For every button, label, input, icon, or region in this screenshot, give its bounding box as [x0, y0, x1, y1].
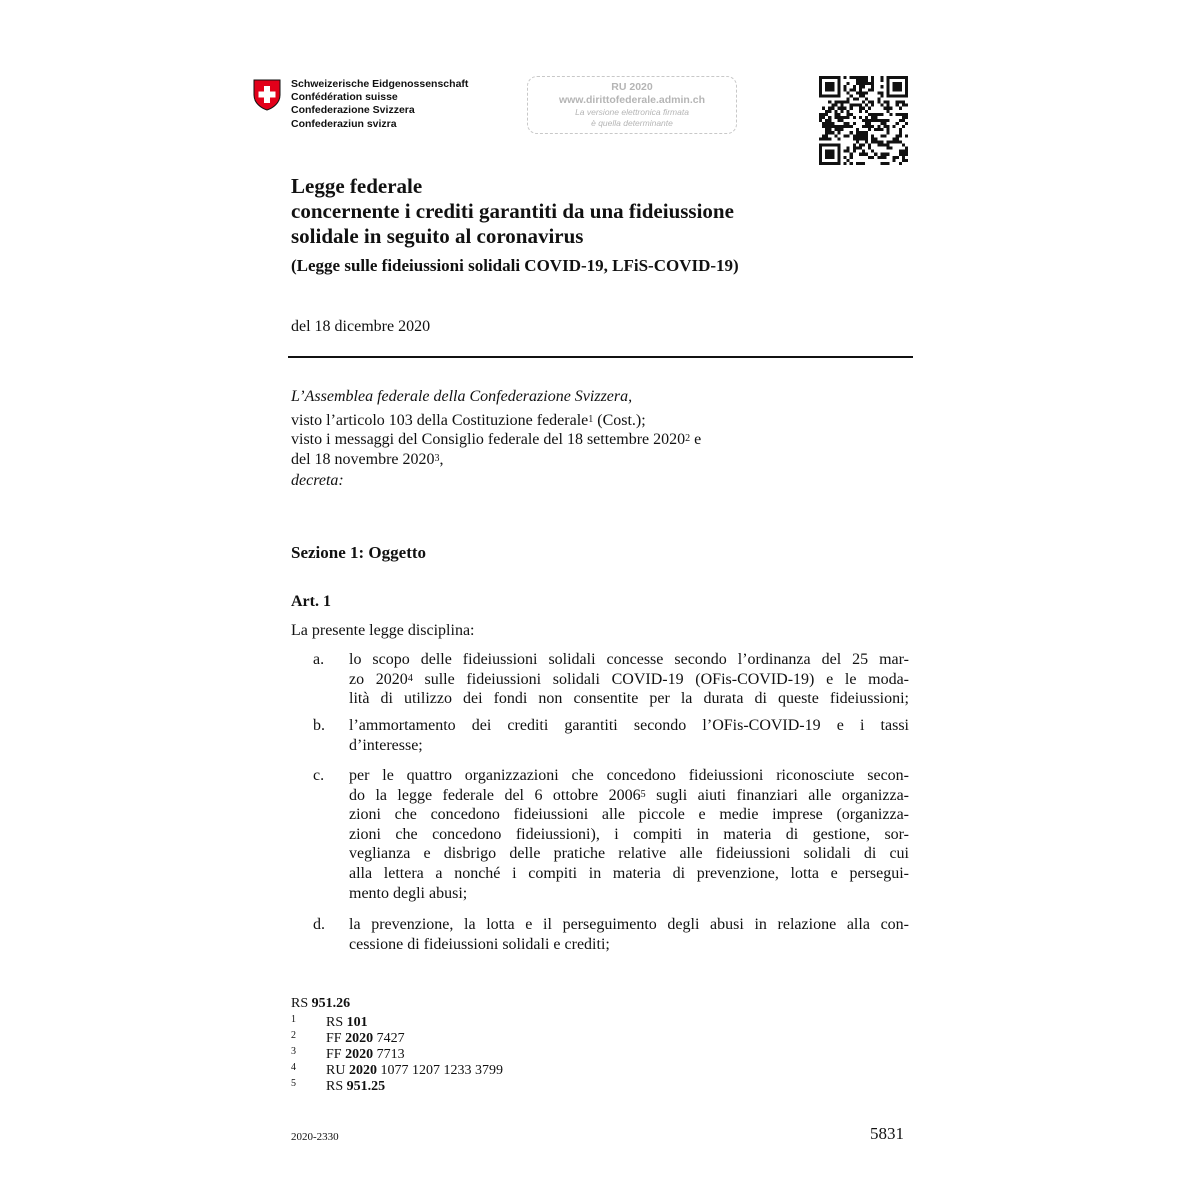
stamp-url: www.dirittofederale.admin.ch — [558, 94, 706, 106]
confederation-line: Confédération suisse — [291, 91, 398, 104]
item-line: zioni che concedono fideiussioni), i compiti in materia di gestione, sor- — [349, 825, 909, 843]
swiss-coat-of-arms-icon — [253, 79, 281, 111]
item-line: l’ammortamento dei crediti garantiti secondo l’OFis-COVID-19 e i tassi — [349, 717, 909, 734]
footnote-prefix: FF — [326, 1031, 346, 1046]
footnote-text — [326, 1047, 405, 1063]
confederation-line: Confederaziun svizra — [291, 117, 397, 130]
item-text-span: zo 2020 — [349, 670, 408, 688]
footnote-rest: 1077 1207 1233 3799 — [376, 1063, 503, 1078]
item-line: lo scopo delle fideiussioni solidali concesse secondo l’ordinanza del 25 mar- — [349, 651, 909, 668]
list-item — [313, 716, 909, 756]
confederation-line: Schweizerische Eidgenossenschaft — [291, 78, 469, 90]
title-line-2: concernente i crediti garantiti da una fideiussione — [291, 199, 734, 223]
preamble-line — [291, 450, 701, 470]
document-code: 2020-2330 — [291, 1131, 339, 1143]
preamble-text: (Cost.); — [593, 411, 646, 429]
preamble — [291, 387, 701, 491]
item-line: cessione di fideiussioni solidali e crediti; — [349, 935, 610, 953]
preamble-line — [291, 411, 701, 431]
item-letter: b. — [313, 717, 325, 734]
item-line — [349, 670, 909, 690]
item-line: alla lettera a nonché i compiti in materia di prevenzione, lotta e persegui- — [349, 864, 909, 882]
footnote-ref: 4 — [407, 672, 413, 684]
footnote-ref: 1 — [588, 413, 594, 425]
item-text — [349, 766, 909, 903]
page-number: 5831 — [870, 1124, 904, 1143]
item-line: la prevenzione, la lotta e il perseguimento degli abusi in relazione alla con- — [349, 916, 909, 933]
footnote-text — [326, 1079, 385, 1095]
title-line-1: Legge federale — [291, 174, 423, 198]
item-line: veglianza e disbrigo delle pratiche relative alle fideiussioni solidali di cui — [349, 845, 909, 863]
article-heading: Art. 1 — [291, 593, 331, 610]
article-intro: La presente legge disciplina: — [291, 622, 475, 639]
footnote-number: 3 — [291, 1046, 296, 1057]
stamp-line-3: La versione elettronica firmata — [575, 107, 689, 117]
preamble-text: visto l’articolo 103 della Costituzione federale — [291, 411, 589, 429]
stamp-line-1: RU 2020 — [611, 81, 653, 93]
footnote-number: 5 — [291, 1078, 296, 1089]
rs-prefix: RS — [291, 996, 312, 1011]
preamble-text: e — [690, 431, 702, 448]
footnote-ref: 3 — [434, 452, 440, 464]
preamble-text: del 18 novembre 2020 — [291, 450, 435, 468]
item-text — [349, 716, 909, 755]
list-item — [313, 650, 909, 710]
preamble-line — [291, 430, 701, 450]
footnote-text — [326, 1063, 503, 1079]
item-line: lità di utilizzo dei fondi non consentite per la durata di queste fideiussioni; — [349, 690, 909, 708]
rs-reference — [291, 996, 350, 1012]
item-line: per le quattro organizzazioni che concedono fideiussioni riconosciute secon- — [349, 767, 909, 784]
qr-code-icon — [819, 76, 908, 165]
footnote-ref: 2 — [685, 433, 691, 444]
item-letter: d. — [313, 916, 325, 933]
footnote-bold: 2020 — [348, 1063, 377, 1078]
item-line: zioni che concedono fideiussioni alle piccole e medie imprese (organizza- — [349, 806, 909, 824]
footnote-bold: 951.25 — [346, 1079, 386, 1094]
preamble-decreta: decreta: — [291, 472, 344, 489]
footnote-bold: 101 — [346, 1015, 368, 1030]
preamble-text: , — [439, 450, 444, 468]
footnote-text — [326, 1031, 405, 1047]
footnote-rest: 7713 — [373, 1047, 405, 1062]
title-line-3: solidale in seguito al coronavirus — [291, 224, 584, 248]
footnote-prefix: RU — [326, 1063, 349, 1078]
footnote-number: 2 — [291, 1030, 296, 1041]
confederation-name — [291, 78, 468, 131]
item-text — [349, 915, 909, 954]
confederation-line: Confederazione Svizzera — [291, 104, 415, 117]
footnote-prefix: FF — [326, 1047, 346, 1062]
list-item — [313, 766, 909, 906]
title-divider — [288, 356, 913, 358]
item-letter: a. — [313, 651, 325, 668]
item-letter: c. — [313, 767, 325, 784]
item-text-span: do la legge federale del 6 ottobre 2006 — [349, 786, 641, 804]
law-date: del 18 dicembre 2020 — [291, 318, 431, 335]
electronic-version-stamp — [527, 76, 737, 134]
preamble-assembly: L’Assemblea federale della Confederazione Svizzera, — [291, 388, 633, 405]
footnote-rest: 7427 — [373, 1031, 405, 1046]
section-heading: Sezione 1: Oggetto — [291, 543, 427, 562]
list-item — [313, 915, 909, 955]
item-line — [349, 786, 909, 806]
item-line: mento degli abusi; — [349, 884, 468, 902]
footnote-number: 1 — [291, 1014, 296, 1025]
item-text-span: sugli aiuti finanziari alle organizza- — [645, 786, 909, 804]
rs-number: 951.26 — [311, 996, 351, 1011]
footnote-number: 4 — [291, 1062, 296, 1073]
item-line: d’interesse; — [349, 736, 423, 754]
footnote-bold: 2020 — [345, 1047, 374, 1062]
footnote-prefix: RS — [326, 1079, 347, 1094]
preamble-text: visto i messaggi del Consiglio federale del 18 settembre 2020 — [291, 431, 686, 448]
footnote-ref: 5 — [640, 788, 646, 800]
stamp-line-4: è quella determinante — [591, 118, 673, 128]
footnote-text — [326, 1015, 368, 1031]
item-text — [349, 650, 909, 709]
footnote-prefix: RS — [326, 1015, 347, 1030]
law-title — [291, 174, 734, 249]
footnote-bold: 2020 — [345, 1031, 374, 1046]
law-short-title: (Legge sulle fideiussioni solidali COVID-19, LFiS-COVID-19) — [291, 256, 739, 275]
item-text-span: sulle fideiussioni solidali COVID-19 (OFis-COVID-19) e le moda- — [412, 670, 910, 688]
